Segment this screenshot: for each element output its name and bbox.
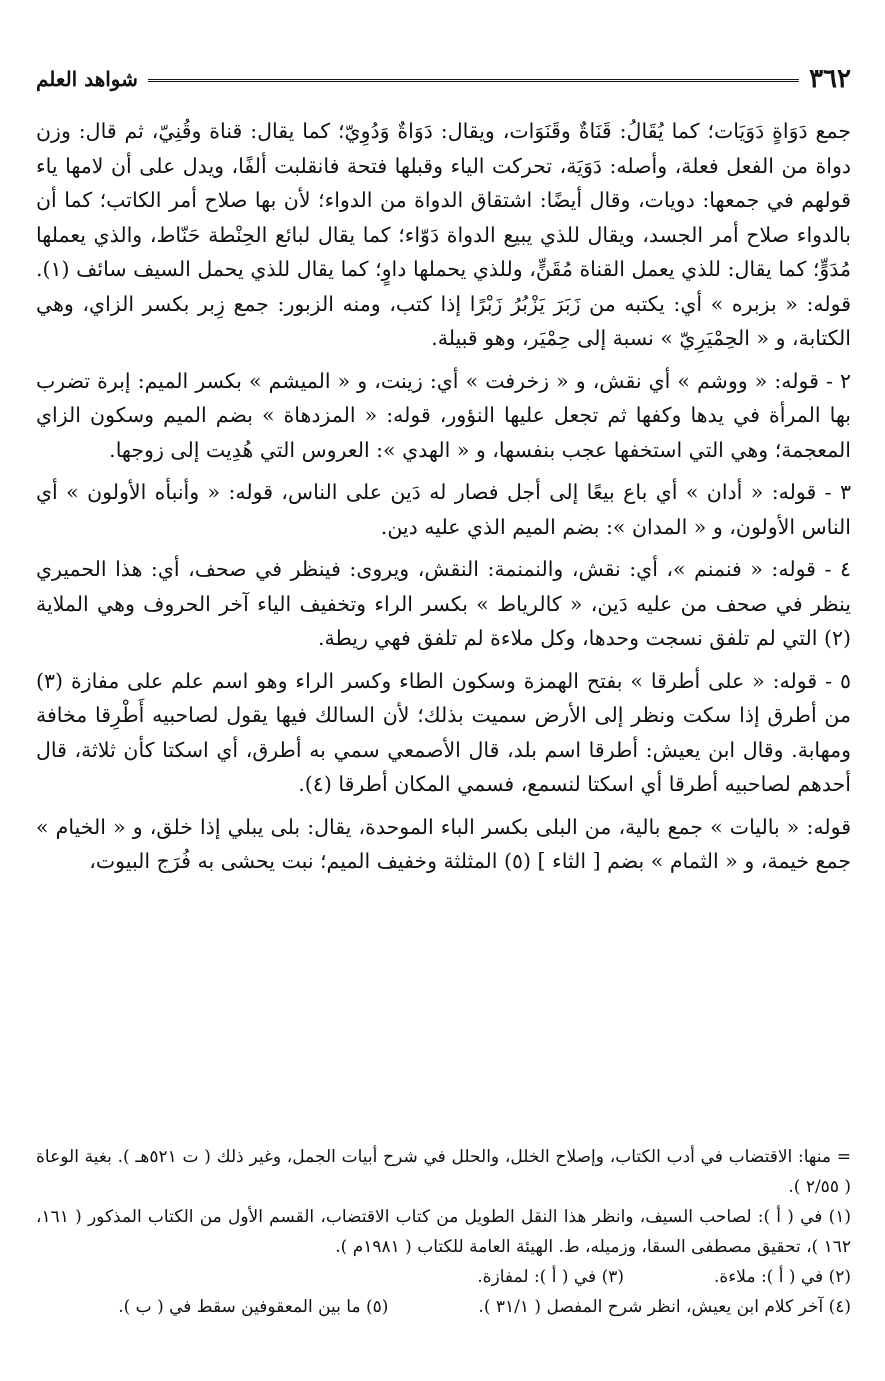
footnote-continuation: = منها: الاقتضاب في أدب الكتاب، وإصلاح الخلل، والحلل في شرح أبيات الجمل، وغير ذلك ( ت ٥٢١هـ ). بغية الوعاة ( ٢/٥٥ ). — [36, 1147, 851, 1197]
page-number: ٣٦٢ — [809, 64, 851, 94]
footnote-5: (٥) ما بين المعقوفين سقط في ( ب ). — [118, 1297, 389, 1317]
paragraph: ٥ - قوله: « على أطرقا » بفتح الهمزة وسكون الطاء وكسر الراء وهو اسم علم على مفازة (٣) من أطرق إذا سكت ونظر إلى الأرض سميت بذلك؛ لأن السالك فيها يقول لصاحبيه أَطْرِقا مخافة ومهابة. وقال ابن يعيش: أطرقا اسم بلد، قال الأصمعي سمي به أطرق، أي اسكتا كأن ثلاثة، قال أحدهم لصاحبيه أطرقا أي اسكتا لنسمع، فسمي المكان أطرقا (٤). — [36, 668, 852, 796]
footnotes — [36, 1142, 851, 1322]
header-rule — [148, 79, 799, 82]
page-header — [36, 60, 851, 98]
footnote-row — [36, 1292, 851, 1322]
footnote-2: (٢) في ( أ ): ملاءة. — [714, 1267, 851, 1287]
paragraph: جمع دَوَاةٍ دَوَيَات؛ كما يُقَالُ: قَنَاةٌ وقَنَوَات، ويقال: دَوَاةٌ وَدُوِيّ؛ كما يقال: قناة وقُنِيّ، ثم قال: وزن دواة من الفعل فعلة، وأصله: دَوَيَة، تحركت الياء وقبلها فتحة فانقلبت ألفًا، ويدل على أن لامها ياء قولهم في جمعها: دويات، وقال أيضًا: اشتقاق الدواة من الدواء؛ لأن بها صلاح أمر الكاتب؛ كما أن بالدواء صلاح أمر الجسد، ويقال للذي يبيع الدواة دَوّاء؛ كما يقال لبائع الحِنْطة حَنّاط، والذي يعملها مُدَوٍّ؛ كما يقال: للذي يعمل القناة مُقَنٍّ، وللذي يحملها داوٍ؛ كما يقال للذي يحمل السيف سائف (١). قوله: « بزبره » أي: يكتبه من زَبَرَ يَزْبُرُ زَبْرًا إذا كتب، ومنه الزبور: جمع زِبر بكسر الزاي، وهي الكتابة، و « الحِمْيَرِيّ » نسبة إلى حِمْيَر، وهو قبيلة. — [36, 119, 851, 350]
footnote-row — [36, 1262, 851, 1292]
paragraph: ٣ - قوله: « أدان » أي باع بيعًا إلى أجل فصار له دَين على الناس، قوله: « وأنبأه الأولون » أي الناس الأولون، و « المدان »: بضم الميم الذي عليه دين. — [36, 480, 851, 539]
footnote-1: (١) في ( أ ): لصاحب السيف، وانظر هذا النقل الطويل من كتاب الاقتضاب، القسم الأول من الكتاب المذكور ( ١٦١، ١٦٢ )، تحقيق مصطفى السقا، وزميله، ط. الهيئة العامة للكتاب ( ١٩٨١م ). — [36, 1207, 851, 1257]
footnote-3: (٣) في ( أ ): لمفازة. — [477, 1267, 624, 1287]
main-text — [36, 114, 851, 879]
paragraph: ٤ - قوله: « فنمنم »، أي: نقش، والنمنمة: النقش، ويروى: فينظر في صحف، أي: هذا الحميري ينظر في صحف من عليه دَين، « كالرياط » بكسر الراء وتخفيف الياء آخر الحروف وهي الملاية (٢) التي لم تلفق نسجت وحدها، وكل ملاءة لم تلفق فهي ريطة. — [36, 557, 851, 650]
running-title: شواهد العلم — [36, 67, 138, 91]
footnote-4: (٤) آخر كلام ابن يعيش، انظر شرح المفصل ( ٣١/١ ). — [478, 1297, 851, 1317]
paragraph: ٢ - قوله: « ووشم » أي نقش، و « زخرفت » أي: زينت، و « الميشم » بكسر الميم: إبرة تضرب بها المرأة في يدها وكفها ثم تجعل عليها النؤور، قوله: « المزدهاة » بضم الميم وسكون الزاي المعجمة؛ وهي التي استخفها عجب بنفسها، و « الهدي »: العروس التي هُدِيت إلى زوجها. — [36, 368, 851, 462]
paragraph: قوله: « باليات » جمع بالية، من البلى بكسر الباء الموحدة، يقال: بلى يبلي إذا خلق، و « الخيام » جمع خيمة، و « الثمام » بضم [ الثاء ] (٥) المثلثة وخفيف الميم؛ نبت يحشى به فُرَج البيوت، — [36, 814, 851, 873]
